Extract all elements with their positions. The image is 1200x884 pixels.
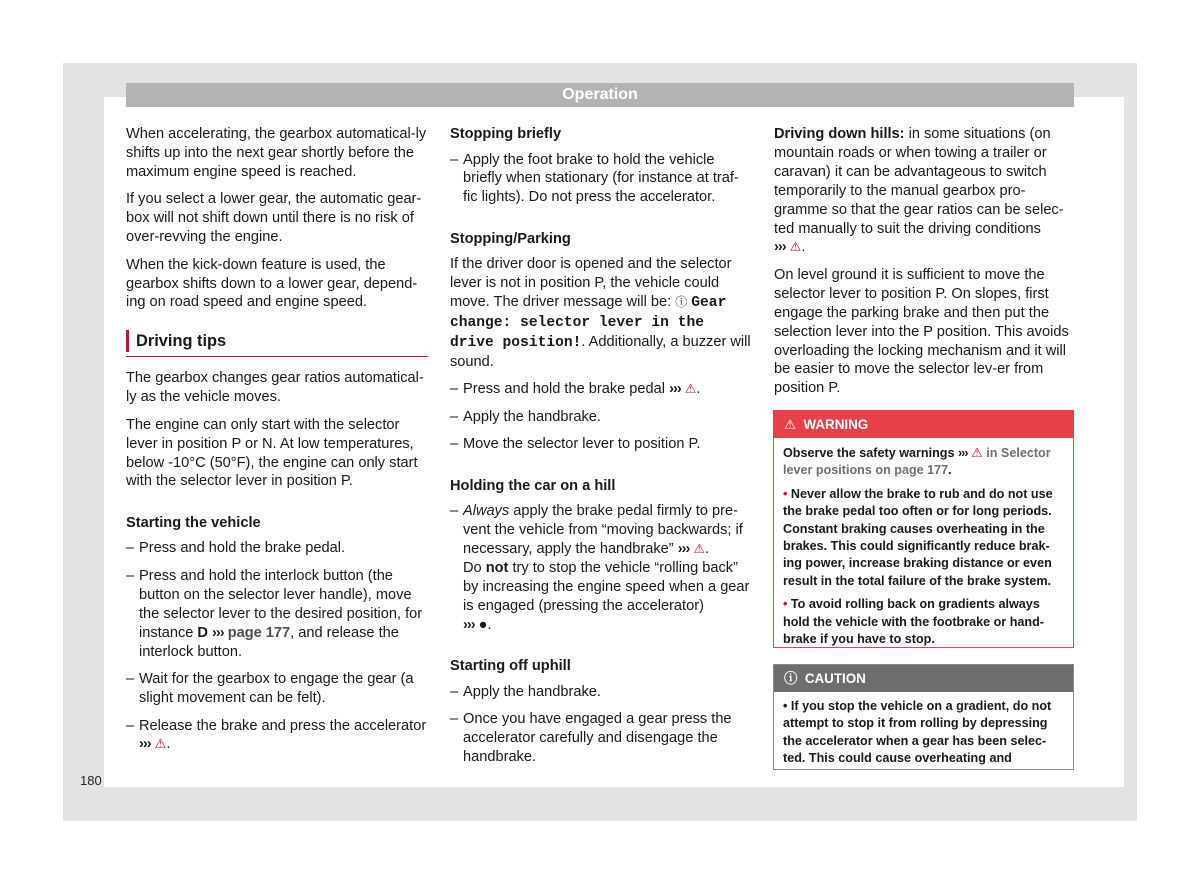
paragraph: The gearbox changes gear ratios automatical-ly as the vehicle moves. bbox=[126, 370, 424, 406]
warning-triangle-icon[interactable]: ⚠ bbox=[684, 381, 697, 397]
page-link[interactable]: in Selector lever positions on page 177 bbox=[783, 446, 1051, 478]
paragraph: On level ground it is sufficient to move the selector lever to position P. On slopes, first engage the parking brake and then put the selection lever into the P position. This avoids overloading the locking mechanism and it will be easier to move the selector lev-er from position P. bbox=[774, 266, 1069, 397]
warning-triangle-icon[interactable]: ⚠ bbox=[154, 736, 167, 752]
list-item: – Apply the handbrake. bbox=[450, 408, 601, 425]
warning-triangle-icon[interactable]: ⚠ bbox=[789, 239, 802, 255]
list-item: – Release the brake and press the accelerator ››› ⚠. bbox=[126, 717, 427, 753]
subheading-stopping-briefly: Stopping briefly bbox=[450, 126, 562, 142]
section-divider bbox=[126, 356, 428, 357]
warning-triangle-icon[interactable]: ⚠ bbox=[693, 541, 706, 557]
section-title-driving-tips: Driving tips bbox=[126, 330, 428, 352]
page-header: Operation bbox=[126, 83, 1074, 107]
column-middle bbox=[450, 125, 752, 776]
warning-header: ⚠ WARNING bbox=[774, 411, 1073, 438]
driver-message: Gear change: selector lever in the drive position! bbox=[450, 295, 727, 351]
list-item: – Press and hold the interlock button (the button on the selector lever handle), move the selector lever to the desired position, for instance D ››› page 177, and release the interlock button. bbox=[126, 567, 423, 660]
paragraph: Driving down hills: in some situations (on mountain roads or when towing a trailer or caravan) it can be advantageous to switch temporarily to the manual gearbox pro-gramme so that the gear ratios can be selec-ted manually to suit the driving conditions ››› ⚠. bbox=[774, 126, 1064, 256]
warning-triangle-icon: ⚠ bbox=[971, 445, 983, 460]
column-right bbox=[774, 125, 1074, 407]
exclamation-circle-icon[interactable]: ● bbox=[478, 616, 488, 633]
info-circle-icon: ⓘ bbox=[784, 671, 798, 686]
paragraph: If the driver door is opened and the selector lever is not in position P, the vehicle could move. The driver message will be: ⓘ Gear change: selector lever in the drive position!. Additionally, a buzzer will sound. bbox=[450, 256, 751, 370]
list-item: – Apply the handbrake. bbox=[450, 683, 601, 700]
paragraph: When the kick-down feature is used, the gearbox shifts down to a lower gear, depend-ing on road speed and engine speed. bbox=[126, 256, 418, 311]
paragraph: If you select a lower gear, the automatic gear-box will not shift down until there is no risk of over-revving the engine. bbox=[126, 191, 422, 246]
column-left bbox=[126, 125, 428, 763]
list-item: – Wait for the gearbox to engage the gear (a slight movement can be felt). bbox=[126, 671, 414, 706]
list-item: – Always apply the brake pedal firmly to pre-vent the vehicle from “moving backwards; if necessary, apply the handbrake” ››› ⚠. Do not try to stop the vehicle “rolling back” by increasing the engine speed when a gear is engaged (pressing the accelerator) ››› ●. bbox=[450, 503, 750, 633]
warning-intro: Observe the safety warnings ››› ⚠ in Selector lever positions on page 177. bbox=[783, 445, 1051, 478]
subheading-starting-vehicle: Starting the vehicle bbox=[126, 514, 261, 531]
warning-box bbox=[773, 410, 1074, 648]
subheading-starting-off-uphill: Starting off uphill bbox=[450, 658, 571, 675]
info-circle-icon: ⓘ bbox=[675, 295, 688, 310]
list-item: – Once you have engaged a gear press the accelerator carefully and disengage the handbrake. bbox=[450, 711, 732, 766]
paragraph: The engine can only start with the selector lever in position P or N. At low temperatures, below -10°C (50°F), the engine can only start with the selector lever in position P. bbox=[126, 416, 418, 490]
warning-bullet: • To avoid rolling back on gradients always hold the vehicle with the footbrake or hand-brake if you have to stop. bbox=[783, 597, 1044, 647]
caution-box bbox=[773, 664, 1074, 770]
warning-triangle-icon: ⚠ bbox=[784, 417, 797, 432]
warning-bullet: • Never allow the brake to rub and do not use the brake pedal too often or for long periods. Constant braking causes overheating in the brakes. This could significantly reduce brak-ing power, increase braking distance or even result in the total failure of the brake system. bbox=[783, 486, 1053, 588]
subheading-holding-car-hill: Holding the car on a hill bbox=[450, 477, 616, 494]
subheading-stopping-parking: Stopping/Parking bbox=[450, 230, 571, 247]
list-item: – Move the selector lever to position P. bbox=[450, 436, 701, 453]
caution-bullet: • If you stop the vehicle on a gradient, do not attempt to stop it from rolling by depressing the accelerator when a gear has been selec-ted. This could cause overheating and bbox=[783, 699, 1052, 766]
cross-reference-arrows: ››› bbox=[212, 624, 224, 641]
caution-header: ⓘ CAUTION bbox=[774, 665, 1073, 692]
list-item: – Press and hold the brake pedal ››› ⚠. bbox=[450, 381, 701, 398]
list-item: – Press and hold the brake pedal. bbox=[126, 540, 346, 557]
page-number: 180 bbox=[80, 773, 102, 788]
page-link[interactable]: page 177 bbox=[227, 624, 291, 641]
list-item: – Apply the foot brake to hold the vehicle briefly when stationary (for instance at traf-fic lights). Do not press the accelerator. bbox=[450, 151, 739, 206]
paragraph: When accelerating, the gearbox automatical-ly shifts up into the next gear shortly before the maximum engine speed is reached. bbox=[126, 126, 427, 180]
